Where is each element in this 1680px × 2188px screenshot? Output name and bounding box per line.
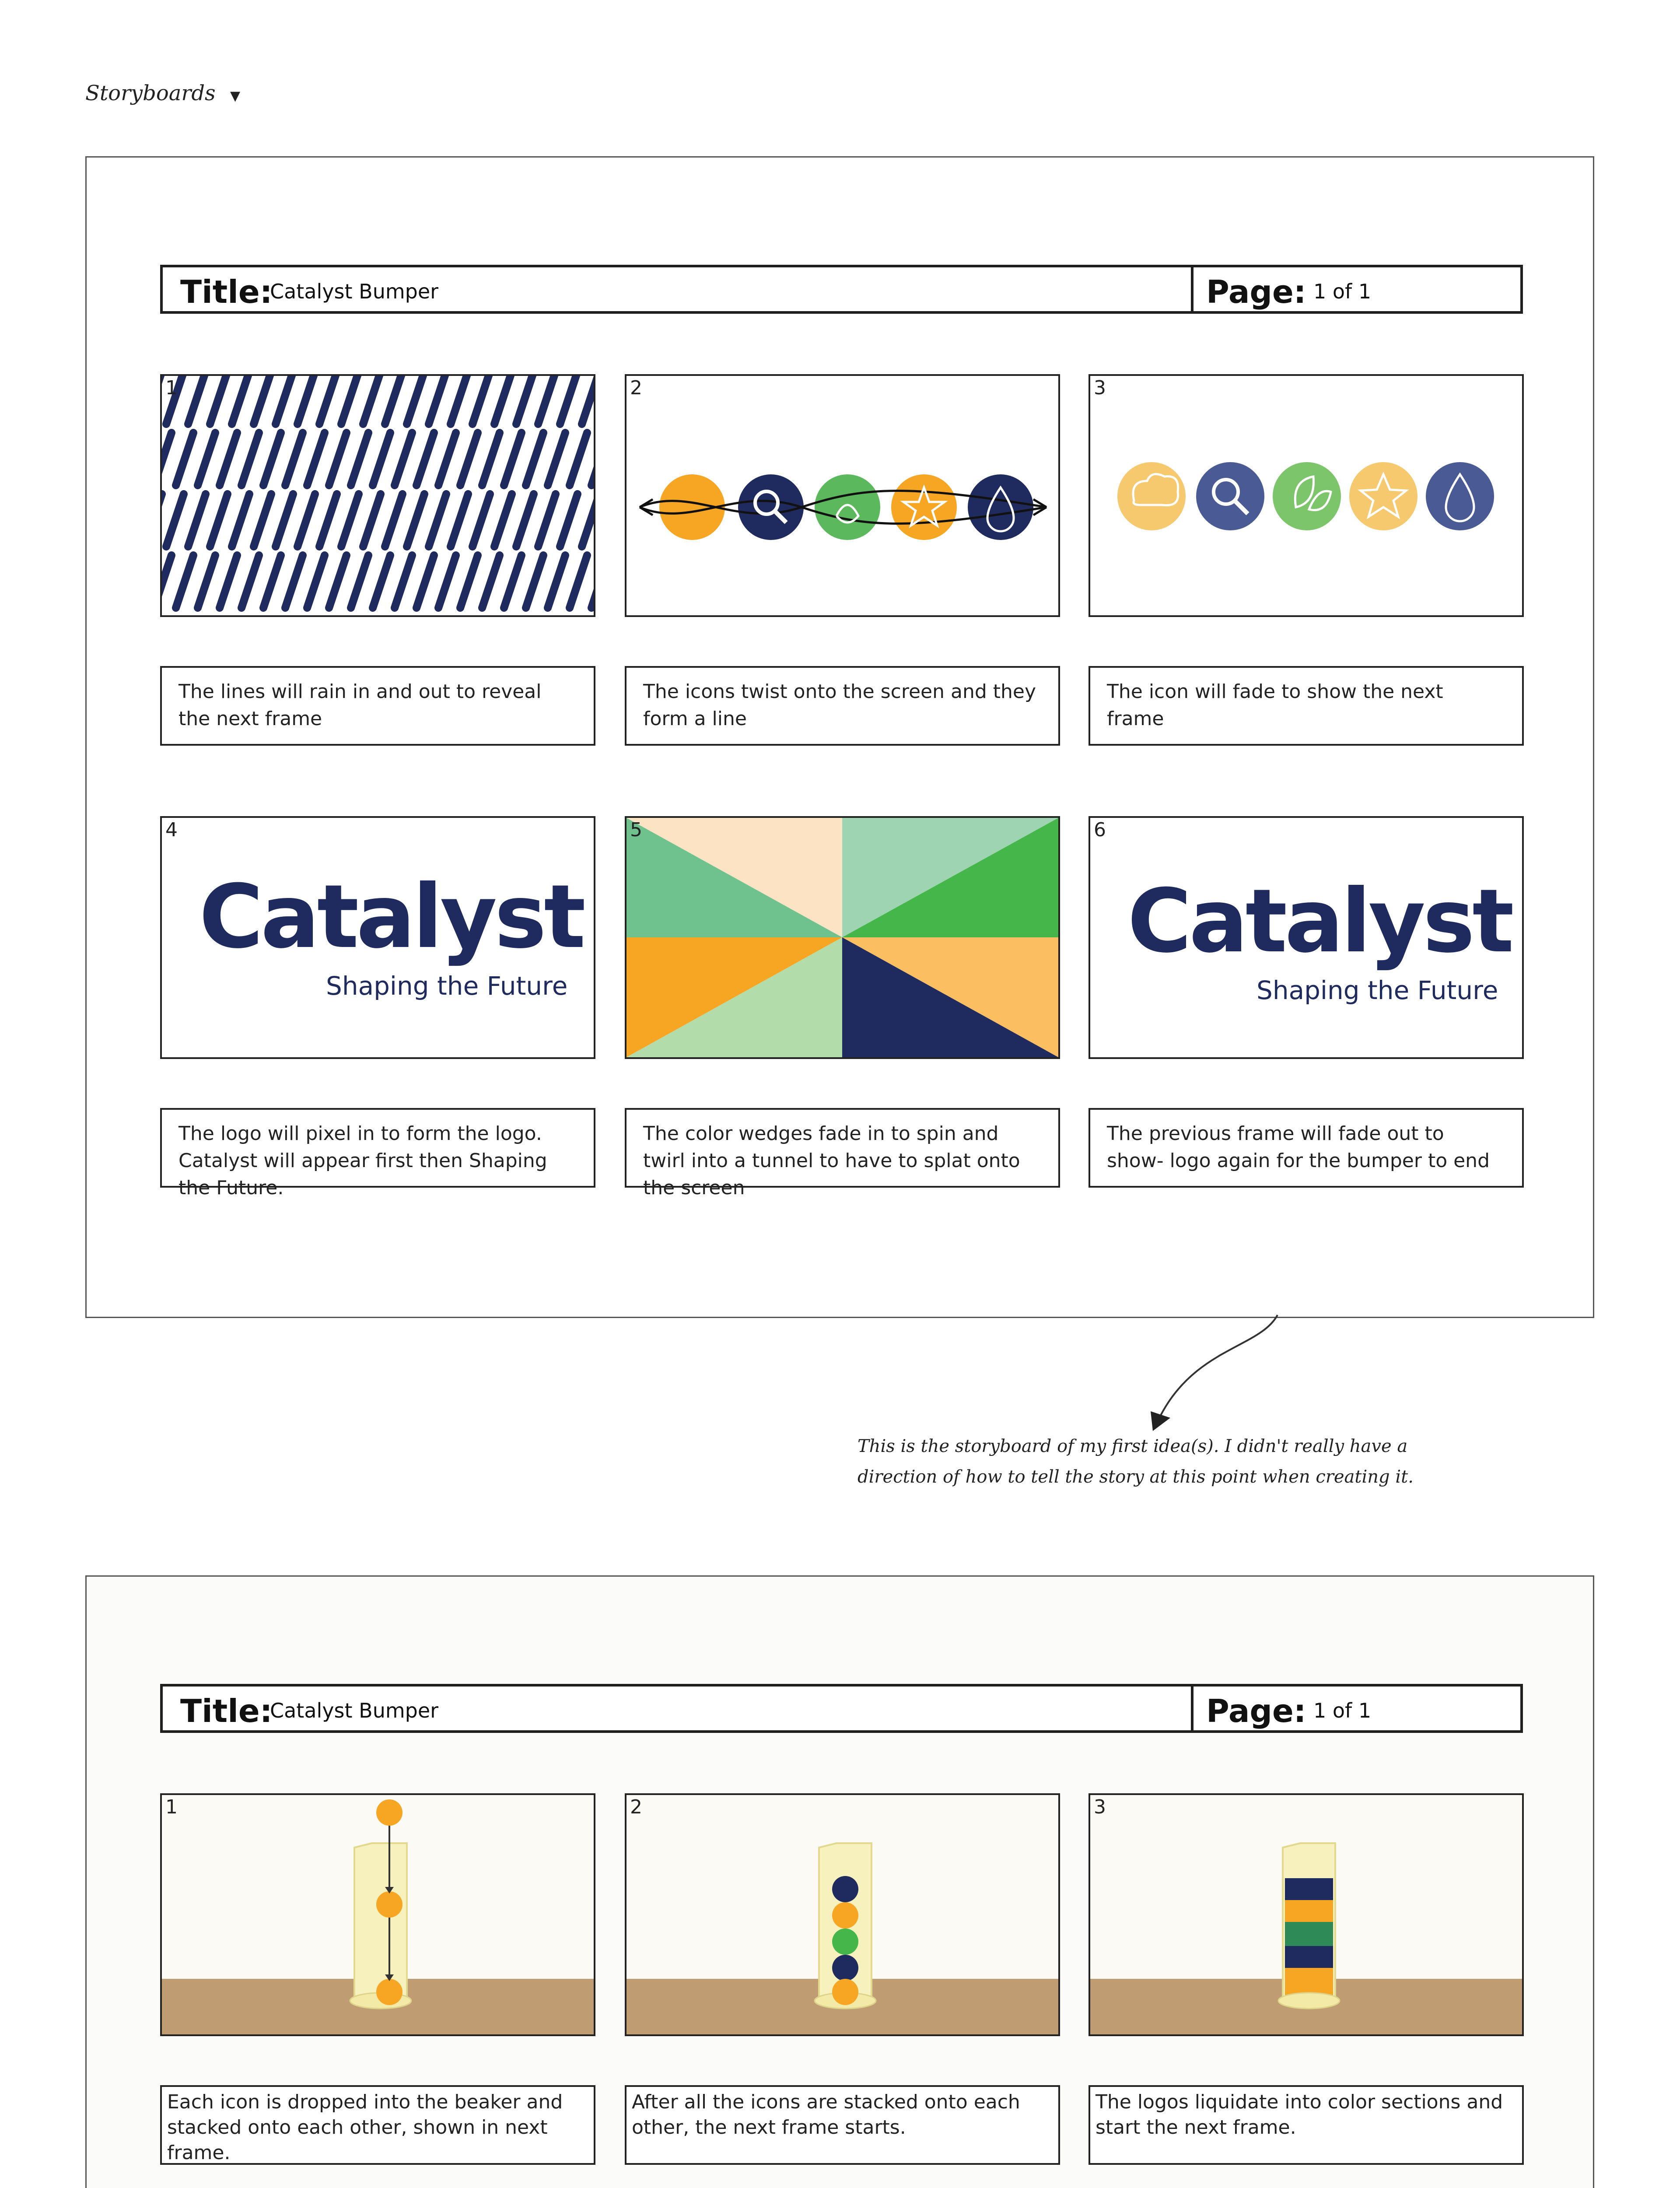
- rain-line: [516, 376, 534, 424]
- rain-line: [242, 555, 259, 608]
- frame-1: [160, 374, 595, 617]
- rain-line: [548, 433, 565, 485]
- title-bar: [160, 1684, 1523, 1733]
- rain-line: [504, 433, 522, 485]
- rain-line: [220, 433, 237, 485]
- rain-line: [198, 555, 215, 608]
- rain-line: [220, 555, 237, 608]
- storyboard-1: [85, 156, 1594, 1318]
- title-bar: [160, 265, 1523, 314]
- frame-number: 5: [630, 819, 642, 841]
- rain-line: [526, 555, 543, 608]
- rain-line: [210, 494, 228, 547]
- caption-2: After all the icons are stacked onto each other, the next frame starts.: [625, 2085, 1060, 2165]
- curved-arrow-icon: [1129, 1308, 1295, 1440]
- rain-line: [341, 376, 359, 424]
- rain-line: [429, 376, 446, 424]
- rain-line: [232, 376, 249, 424]
- caption-2: The icons twist onto the screen and they form a line: [625, 666, 1060, 746]
- rain-line: [472, 494, 490, 547]
- storyboards-heading: [85, 81, 240, 105]
- rain-line: [592, 433, 594, 485]
- logo-wordmark: Catalyst: [1127, 870, 1512, 972]
- title-label: Title:: [180, 1693, 273, 1729]
- rain-line: [373, 433, 390, 485]
- title-value: Catalyst Bumper: [270, 280, 439, 303]
- rain-line: [176, 555, 193, 608]
- frame-number: 2: [630, 1796, 642, 1818]
- rain-line: [307, 555, 325, 608]
- caption-3: The icon will fade to show the next frame: [1088, 666, 1524, 746]
- rain-line: [582, 494, 594, 547]
- frame-number: 3: [1094, 377, 1106, 399]
- rain-line: [395, 555, 412, 608]
- frame-number: 6: [1094, 819, 1106, 841]
- rain-line: [263, 433, 281, 485]
- rain-line: [582, 376, 594, 424]
- storyboards-label: Storyboards: [85, 81, 216, 105]
- rain-line: [526, 433, 543, 485]
- rain-line: [351, 433, 368, 485]
- caption-1: The lines will rain in and out to reveal the next frame: [160, 666, 595, 746]
- rain-line: [162, 433, 172, 485]
- rain-line: [319, 494, 337, 547]
- rain-line: [460, 433, 478, 485]
- rain-line: [188, 494, 206, 547]
- page-label: Page:: [1206, 274, 1306, 310]
- rain-line: [162, 555, 172, 608]
- rain-line: [538, 494, 556, 547]
- rain-line: [242, 433, 259, 485]
- note-1-line-1: This is the storyboard of my first idea(s). I didn't really have a: [858, 1436, 1408, 1456]
- caption-4: The logo will pixel in to form the logo. Catalyst will appear first then Shaping the Future.: [160, 1108, 595, 1188]
- beaker-liquid-scene: [1090, 1795, 1522, 2034]
- rain-line: [166, 494, 184, 547]
- beaker-drop-scene: [162, 1795, 594, 2034]
- rain-line: [232, 494, 249, 547]
- rain-line: [482, 555, 500, 608]
- rain-line: [504, 555, 522, 608]
- rain-line: [407, 376, 424, 424]
- twisting-icons: [626, 376, 1058, 615]
- caption-3: The logos liquidate into color sections and start the next frame.: [1088, 2085, 1524, 2165]
- rain-line: [570, 433, 587, 485]
- rain-line: [210, 376, 228, 424]
- rain-line: [298, 494, 315, 547]
- frame-3: [1088, 374, 1524, 617]
- page-label: Page:: [1206, 1693, 1306, 1729]
- rain-line: [351, 555, 368, 608]
- rain-line: [592, 555, 594, 608]
- rain-line: [285, 433, 303, 485]
- rain-line: [429, 494, 446, 547]
- frame-number: 2: [630, 377, 642, 399]
- logo-wordmark: Catalyst: [199, 866, 583, 968]
- frame-number: 4: [165, 819, 178, 841]
- rain-lines: [162, 376, 594, 615]
- rain-line: [363, 494, 381, 547]
- rain-line: [482, 433, 500, 485]
- rain-line: [373, 555, 390, 608]
- rain-line: [276, 376, 293, 424]
- caption-6: The previous frame will fade out to show- logo again for the bumper to end: [1088, 1108, 1524, 1188]
- rain-line: [570, 555, 587, 608]
- rain-line: [263, 555, 281, 608]
- rain-line: [416, 555, 434, 608]
- rain-line: [254, 376, 271, 424]
- rain-line: [319, 376, 337, 424]
- title-value: Catalyst Bumper: [270, 1699, 439, 1722]
- rain-line: [438, 433, 456, 485]
- frame-6: [1088, 816, 1524, 1059]
- rain-line: [494, 376, 512, 424]
- logo-tagline: Shaping the Future: [1256, 975, 1498, 1005]
- caption-5: The color wedges fade in to spin and twirl into a tunnel to have to splat onto the screen: [625, 1108, 1060, 1188]
- frame-2: [625, 1793, 1060, 2036]
- note-1-line-2: direction of how to tell the story at this point when creating it.: [858, 1467, 1414, 1487]
- beaker-stacked-scene: [626, 1795, 1058, 2034]
- faded-icons: [1090, 376, 1522, 615]
- storyboard-2: [85, 1575, 1594, 2188]
- rain-line: [363, 376, 381, 424]
- note-1: [858, 1431, 1414, 1492]
- rain-line: [329, 433, 346, 485]
- rain-line: [538, 376, 556, 424]
- rain-line: [385, 376, 402, 424]
- rain-line: [472, 376, 490, 424]
- color-wedges: [626, 818, 1058, 1057]
- rain-line: [451, 494, 468, 547]
- rain-line: [254, 494, 271, 547]
- rain-line: [198, 433, 215, 485]
- rain-line: [276, 494, 293, 547]
- rain-line: [560, 376, 578, 424]
- rain-line: [298, 376, 315, 424]
- rain-line: [188, 376, 206, 424]
- rain-line: [494, 494, 512, 547]
- rain-line: [416, 433, 434, 485]
- frame-number: 1: [165, 1796, 178, 1818]
- frame-number: 1: [165, 377, 178, 399]
- rain-line: [548, 555, 565, 608]
- rain-line: [395, 433, 412, 485]
- frame-3: [1088, 1793, 1524, 2036]
- frame-number: 3: [1094, 1796, 1106, 1818]
- rain-line: [451, 376, 468, 424]
- rain-line: [307, 433, 325, 485]
- rain-line: [438, 555, 456, 608]
- title-label: Title:: [180, 274, 273, 310]
- rain-line: [516, 494, 534, 547]
- frame-2: [625, 374, 1060, 617]
- page-value: 1 of 1: [1313, 1699, 1372, 1722]
- rain-line: [560, 494, 578, 547]
- rain-line: [385, 494, 402, 547]
- rain-line: [341, 494, 359, 547]
- caption-1: Each icon is dropped into the beaker and stacked onto each other, shown in next frame.: [160, 2085, 595, 2165]
- frame-5: [625, 816, 1060, 1059]
- frame-1: [160, 1793, 595, 2036]
- page-value: 1 of 1: [1313, 280, 1372, 303]
- arrow-down-icon: ▼: [230, 88, 241, 104]
- rain-line: [329, 555, 346, 608]
- rain-line: [176, 433, 193, 485]
- logo-tagline: Shaping the Future: [326, 971, 568, 1001]
- rain-line: [460, 555, 478, 608]
- rain-line: [407, 494, 424, 547]
- frame-4: [160, 816, 595, 1059]
- rain-line: [285, 555, 303, 608]
